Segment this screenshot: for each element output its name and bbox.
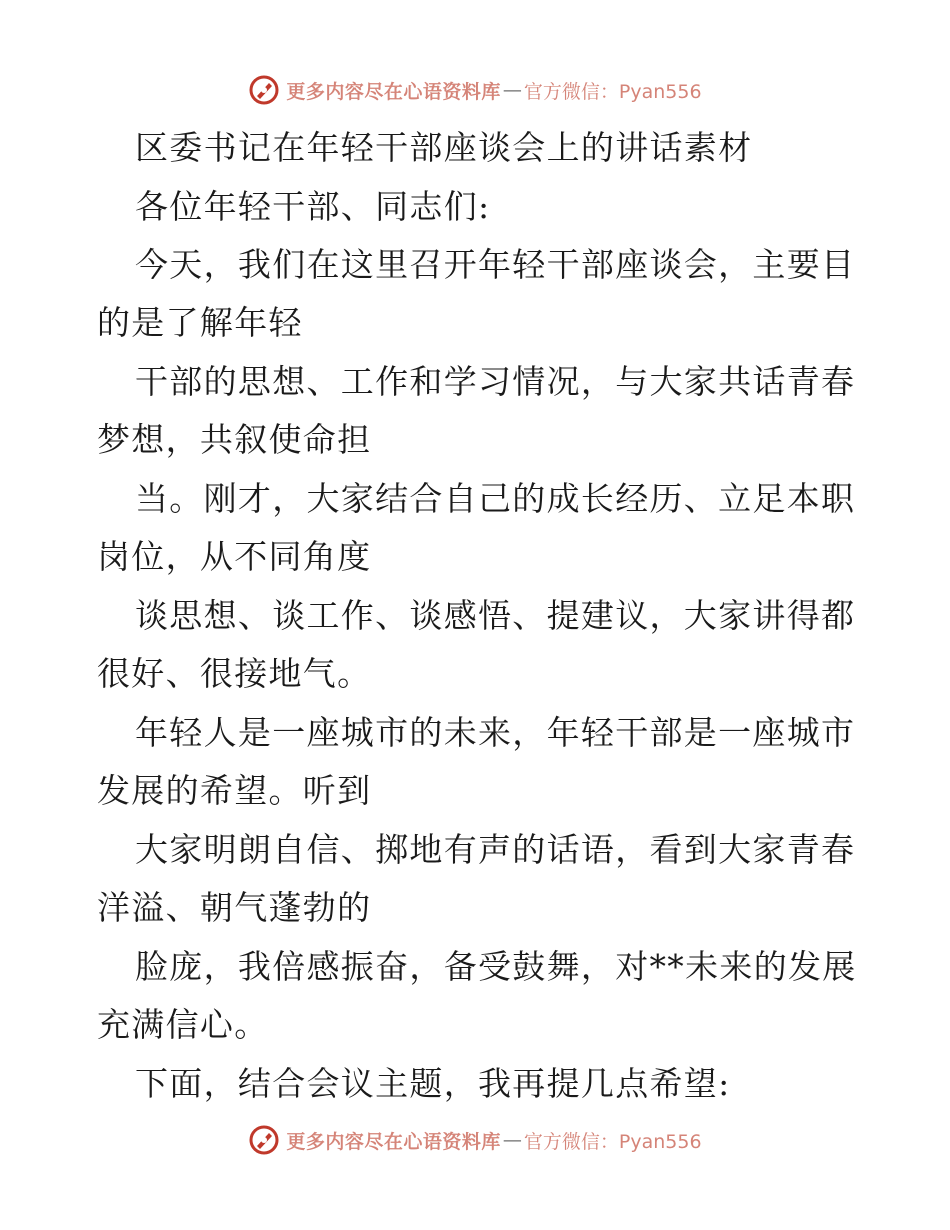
watermark-site-text: 更多内容尽在心语资料库 xyxy=(286,80,501,103)
paragraph-line: 岗位，从不同角度 xyxy=(97,537,372,576)
paragraph-line: 干部的思想、工作和学习情况，与大家共话青春 xyxy=(135,362,856,401)
document-title: 区委书记在年轻干部座谈会上的讲话素材 xyxy=(135,128,753,167)
watermark-contact-text: 官方微信：Pyan556 xyxy=(523,1130,702,1153)
paragraph-line: 很好、很接地气。 xyxy=(97,654,372,693)
paragraph-line: 梦想，共叙使命担 xyxy=(97,420,372,459)
paragraph-line: 各位年轻干部、同志们: xyxy=(135,187,491,226)
paragraph-line: 谈思想、谈工作、谈感悟、提建议，大家讲得都 xyxy=(135,596,856,635)
watermark-separator: — xyxy=(502,79,522,101)
paragraph-line: 的是了解年轻 xyxy=(97,303,303,342)
paragraph-line: 下面，结合会议主题，我再提几点希望: xyxy=(135,1064,731,1103)
paragraph-line: 当。刚才，大家结合自己的成长经历、立足本职 xyxy=(135,479,856,518)
paragraph-line: 充满信心。 xyxy=(97,1005,269,1044)
watermark-site-text: 更多内容尽在心语资料库 xyxy=(286,1130,501,1153)
footer-watermark xyxy=(0,1120,950,1160)
paragraph-line: 大家明朗自信、掷地有声的话语，看到大家青春 xyxy=(135,830,856,869)
header-watermark xyxy=(0,70,950,110)
logo-icon xyxy=(248,1124,280,1156)
paragraph-line: 发展的希望。听到 xyxy=(97,771,372,810)
watermark-separator: — xyxy=(502,1129,522,1151)
paragraph-line: 洋溢、朝气蓬勃的 xyxy=(97,888,372,927)
watermark-contact-text: 官方微信：Pyan556 xyxy=(523,80,702,103)
paragraph-line: 脸庞，我倍感振奋，备受鼓舞，对**未来的发展 xyxy=(135,947,857,986)
paragraph-line: 今天，我们在这里召开年轻干部座谈会，主要目 xyxy=(135,245,856,284)
logo-icon xyxy=(248,74,280,106)
paragraph-line: 年轻人是一座城市的未来，年轻干部是一座城市 xyxy=(135,713,856,752)
